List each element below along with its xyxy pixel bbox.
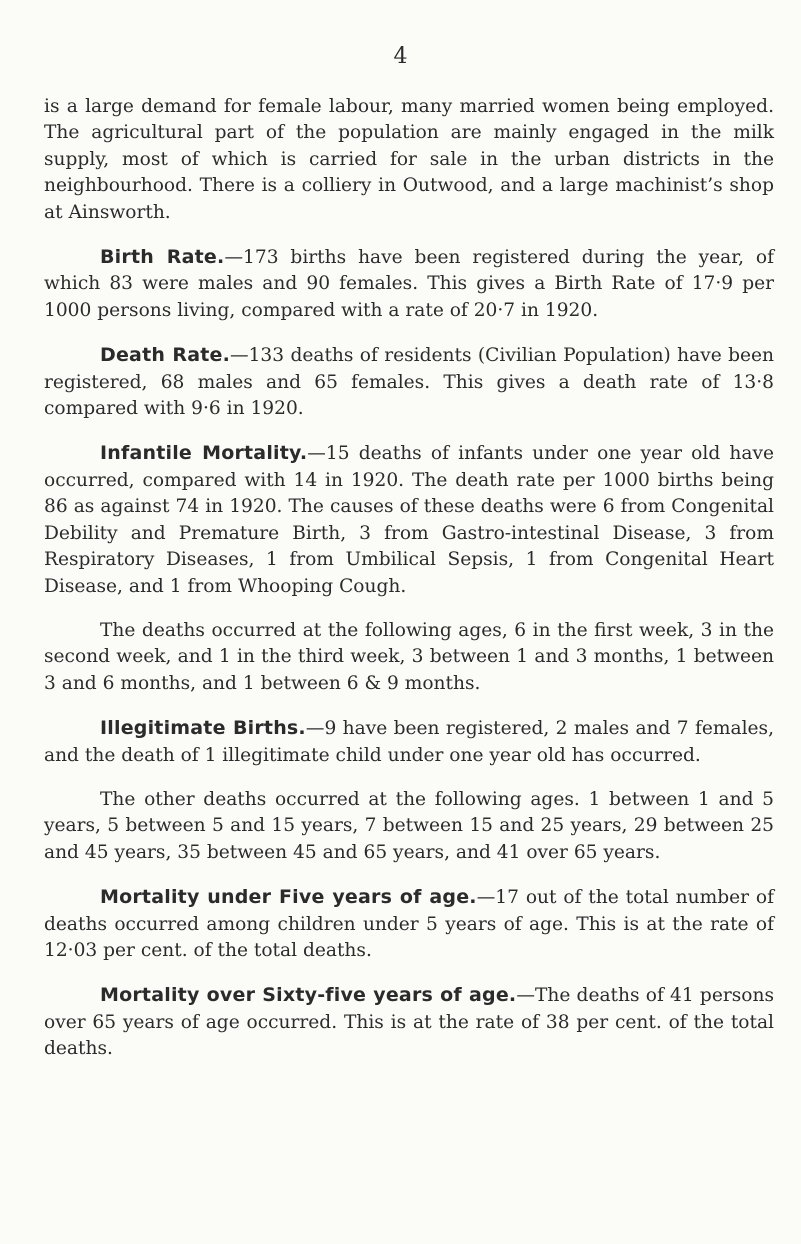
mortality-over-sixty-five-heading: Mortality over Sixty-five years of age. bbox=[100, 984, 517, 1007]
infant-ages-paragraph: The deaths occurred at the following ages, 6 in the first week, 3 in the second week, and 1 in the third week, 3 between 1 and 3 months, 1 between 3 and 6 months, and 1 between 6 & 9 months. bbox=[44, 619, 774, 694]
birth-rate-text: —173 births have been registered during the year, of which 83 were males and 90 females. This gives a Birth Rate of 17·9 per 1000 persons living, compared with a rate of 20·7 in 1920. bbox=[44, 247, 774, 321]
death-rate-paragraph bbox=[44, 342, 774, 422]
illegitimate-births-paragraph bbox=[44, 715, 774, 769]
infantile-mortality-text: —15 deaths of infants under one year old have occurred, compared with 14 in 1920. The death rate per 1000 births being 86 as against 74 in 1920. The causes of these deaths were 6 from Congenital Debility and Premature Birth, 3 from Gastro-intestinal Disease, 3 from Respiratory Diseases, 1 from Umbilical Sepsis, 1 from Congenital Heart Disease, and 1 from Whooping Cough. bbox=[44, 443, 774, 597]
intro-paragraph: is a large demand for female labour, many married women being employed. The agricultural part of the population are mainly engaged in the milk supply, most of which is carried for sale in the urban districts in the neighbourhood. There is a colliery in Outwood, and a large machinist’s shop at Ainsworth. bbox=[44, 96, 774, 223]
illegitimate-births-heading: Illegitimate Births. bbox=[100, 717, 306, 740]
infantile-mortality-paragraph bbox=[44, 440, 774, 599]
mortality-under-five-heading: Mortality under Five years of age. bbox=[100, 886, 477, 909]
other-deaths-paragraph: The other deaths occurred at the following ages. 1 between 1 and 5 years, 5 between 5 and 15 years, 7 between 15 and 25 years, 29 between 25 and 45 years, 35 between 45 and 65 years, and 41 over 65 years. bbox=[44, 788, 774, 863]
illegitimate-births-text: —9 have been registered, 2 males and 7 females, and the death of 1 illegitimate child under one year old has occurred. bbox=[44, 718, 774, 766]
mortality-under-five-text: —17 out of the total number of deaths occurred among children under 5 years of age. This is at the rate of 12·03 per cent. of the total deaths. bbox=[44, 887, 774, 961]
birth-rate-heading: Birth Rate. bbox=[100, 246, 225, 269]
death-rate-heading: Death Rate. bbox=[100, 344, 230, 367]
mortality-under-five-paragraph bbox=[44, 884, 774, 964]
birth-rate-paragraph bbox=[44, 244, 774, 324]
mortality-over-sixty-five-paragraph bbox=[44, 982, 774, 1062]
infantile-mortality-heading: Infantile Mortality. bbox=[100, 442, 308, 465]
death-rate-text: —133 deaths of residents (Civilian Population) have been registered, 68 males and 65 females. This gives a death rate of 13·8 compared with 9·6 in 1920. bbox=[44, 345, 774, 420]
document-body bbox=[44, 94, 774, 1081]
page-number: 4 bbox=[393, 44, 408, 69]
mortality-over-sixty-five-text: —The deaths of 41 persons over 65 years of age occurred. This is at the rate of 38 per cent. of the total deaths. bbox=[44, 985, 774, 1060]
